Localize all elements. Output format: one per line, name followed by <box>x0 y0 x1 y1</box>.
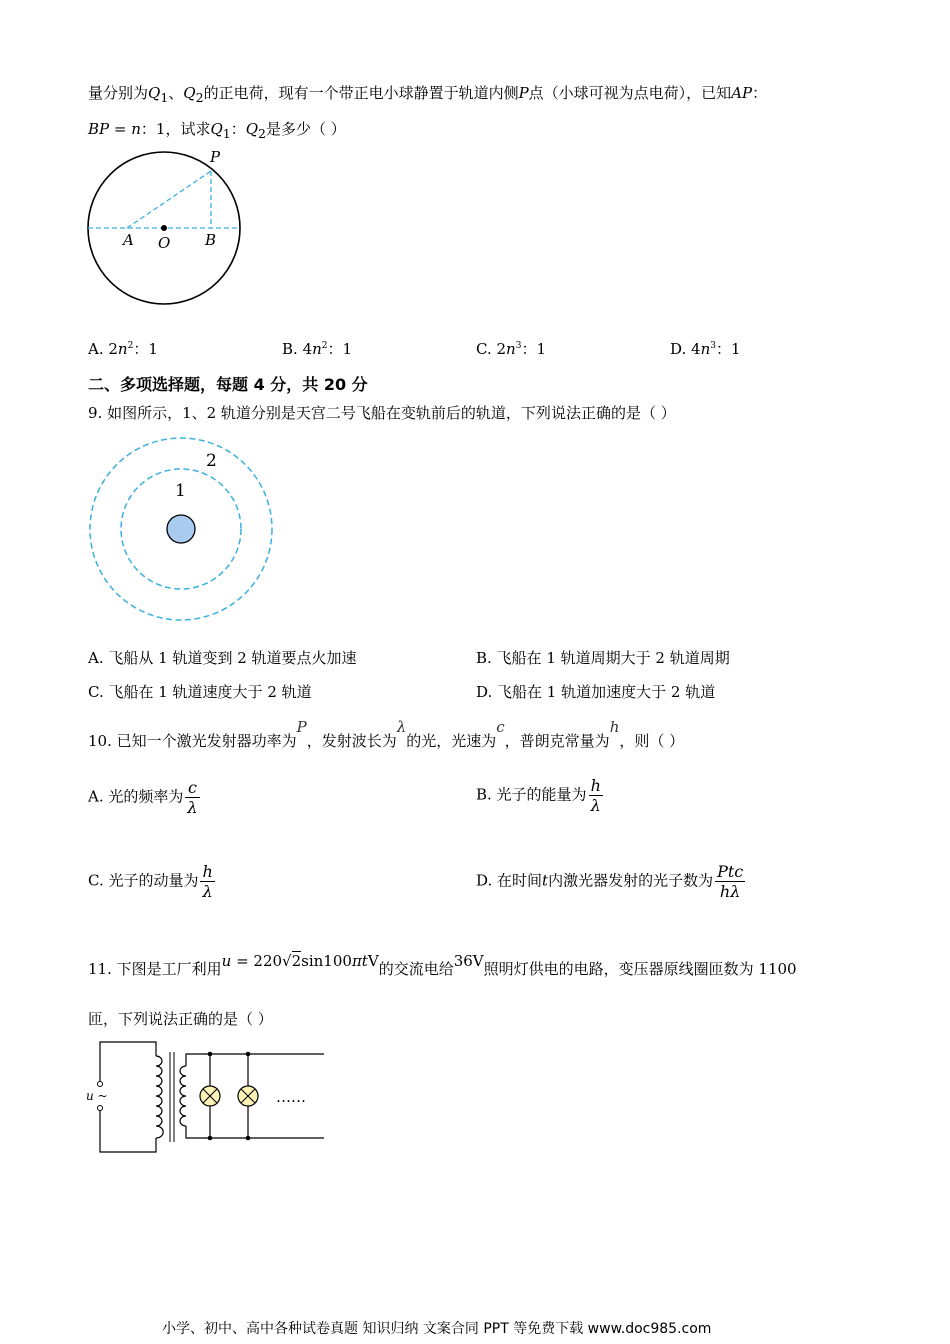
fraction: $\frac{\text{Ptc}}{h\lambda}$ <box>717 862 744 901</box>
fraction: $\frac{c}{\lambda}$ <box>187 778 198 817</box>
label-p: P <box>210 148 221 166</box>
voltage-formula: u = 220√2sin100πtV <box>221 952 379 970</box>
orbit-1-label: 1 <box>175 481 186 501</box>
q8-option-a[interactable]: A. $2n^2$：1 <box>88 340 158 358</box>
node-dot <box>208 1052 213 1057</box>
primary-wire-bottom <box>100 1110 156 1152</box>
q8-option-d[interactable]: D. $4n^3$：1 <box>670 340 741 358</box>
primary-coil <box>156 1056 163 1138</box>
q9-option-c[interactable]: C. 飞船在 1 轨道速度大于 2 轨道 <box>88 683 312 701</box>
q11-stem-line2: 匝，下列说法正确的是（ ） <box>88 1010 273 1028</box>
node-dot <box>246 1136 251 1141</box>
label-b: B <box>205 231 217 249</box>
transformer-circuit <box>84 1036 330 1158</box>
center-dot <box>161 225 167 231</box>
q9-option-a[interactable]: A. 飞船从 1 轨道变到 2 轨道要点火加速 <box>88 649 357 667</box>
ap-dashed <box>127 171 211 228</box>
q8-line1: 量分别为$Q_1$、$Q_2$的正电荷，现有一个带正电小球静置于轨道内侧P点（小球可视为点电荷），已知AP： <box>88 84 768 105</box>
more-lamps-dots: …… <box>276 1088 306 1106</box>
q9-option-b[interactable]: B. 飞船在 1 轨道周期大于 2 轨道周期 <box>476 649 730 667</box>
label-o: O <box>158 234 171 252</box>
section-heading: 二、多项选择题，每题 4 分，共 20 分 <box>88 375 368 394</box>
q8-option-b[interactable]: B. $4n^2$：1 <box>282 340 353 358</box>
orbit-figure <box>84 432 279 627</box>
terminal-top <box>98 1082 103 1087</box>
circle-track-figure <box>80 140 260 315</box>
q10-option-a[interactable]: A. 光的频率为 $\frac{c}{\lambda}$ <box>88 778 198 817</box>
planet-icon <box>167 515 195 543</box>
q10-option-b[interactable]: B. 光子的能量为 $\frac{h}{\lambda}$ <box>476 776 601 815</box>
secondary-wire-top <box>186 1054 324 1066</box>
q11-stem-line1: 11. 下图是工厂利用u = 220√2sin100πtV的交流电给36V照明灯供电的电路，变压器原线圈匝数为 1100 <box>88 952 797 978</box>
fraction: $\frac{h}{\lambda}$ <box>590 776 601 815</box>
node-dot <box>208 1136 213 1141</box>
page-footer[interactable]: 小学、初中、高中各种试卷真题 知识归纳 文案合同 PPT 等免费下载 www.doc985.com <box>162 1321 712 1337</box>
secondary-coil <box>180 1066 186 1126</box>
secondary-wire-bottom <box>186 1126 324 1138</box>
label-a: A <box>123 231 134 249</box>
orbit-2-label: 2 <box>206 451 217 471</box>
q8-line2: BP = n：1，试求$Q_1$：$Q_2$是多少（ ） <box>88 120 346 141</box>
q8-option-c[interactable]: C. $2n^3$：1 <box>476 340 546 358</box>
q9-stem: 9. 如图所示，1、2 轨道分别是天宫二号飞船在变轨前后的轨道，下列说法正确的是（ ） <box>88 404 676 422</box>
node-dot <box>246 1052 251 1057</box>
q10-option-c[interactable]: C. 光子的动量为 $\frac{h}{\lambda}$ <box>88 862 213 901</box>
terminal-bottom <box>98 1106 103 1111</box>
source-label: u ~ <box>86 1089 108 1103</box>
q10-stem: 10. 已知一个激光发射器功率为P，发射波长为λ的光，光速为c，普朗克常量为h，则（ ） <box>88 718 685 750</box>
primary-wire <box>100 1042 156 1081</box>
q10-option-d[interactable]: D. 在时间t内激光器发射的光子数为 $\frac{\text{Ptc}}{h\lambda}$ <box>476 862 744 901</box>
fraction: $\frac{h}{\lambda}$ <box>202 862 213 901</box>
q9-option-d[interactable]: D. 飞船在 1 轨道加速度大于 2 轨道 <box>476 683 716 701</box>
